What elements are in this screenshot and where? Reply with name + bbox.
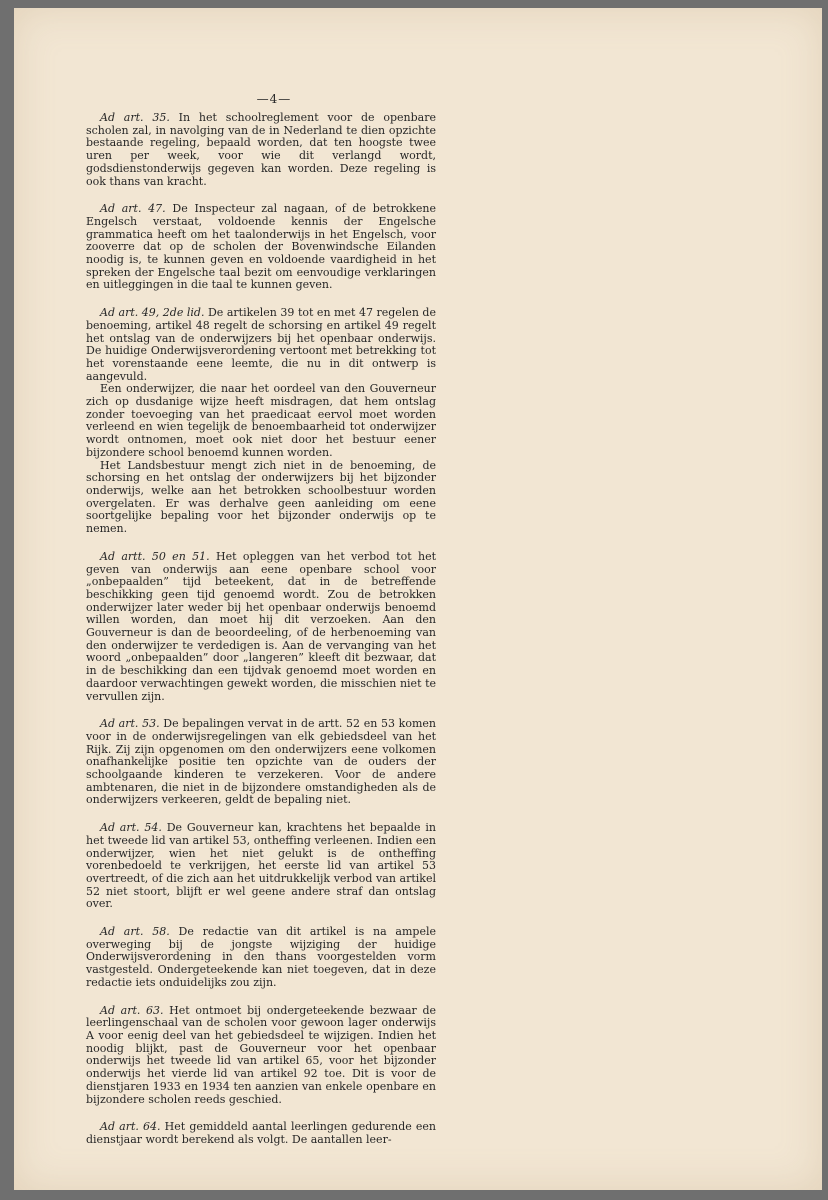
paragraph-text: De redactie van dit artikel is na ampele overweging bij de jongste wijziging der huidige Onderwijsverordening in den thans voorgestelden vorm vastgesteld. Ondergeteekende kan niet toegeven, dat in deze redactie iets onduidelijks zou zijn. (86, 925, 436, 989)
paragraph-art-63 (86, 1005, 436, 1107)
paragraph-art-49-continued-2 (86, 460, 436, 536)
paragraph-text: De artikelen 39 tot en met 47 regelen de benoeming, artikel 48 regelt de schorsing en artikel 49 regelt het ontslag van de onderwijzers bij het openbaar onderwijs. De huidige Onderwijsverordening vertoont met betrekking tot het vorenstaande eene leemte, die nu in dit ontwerp is aangevuld. (86, 306, 436, 383)
article-reference: Ad artt. 50 en 51. (100, 549, 210, 563)
page-number: —4— (256, 92, 292, 106)
article-reference: Ad art. 63. (100, 1003, 164, 1017)
paragraph-art-47 (86, 203, 436, 292)
paragraph-art-64 (86, 1121, 436, 1146)
article-reference: Ad art. 35. (100, 111, 170, 124)
paragraph-text: Het ontmoet bij ondergeteekende bezwaar de leerlingenschaal van de scholen voor gewoon lager onderwijs A voor eenig deel van het gebiedsdeel te wijzigen. Indien het noodig blijkt, past de Gouverneur voor het openbaar onderwijs het tweede lid van artikel 65, voor het bijzonder onderwijs het vierde lid van artikel 92 toe. Dit is voor de dienstjaren 1933 en 1934 ten aanzien van enkele openbare en bijzondere scholen reeds geschied. (86, 1003, 436, 1106)
paragraph-art-35 (86, 112, 436, 188)
paragraph-text: In het schoolreglement voor de openbare scholen zal, in navolging van de in Nederland te dien opzichte bestaande regeling, bepaald worden, dat ten hoogste twee uren per week, voor wie dit verlangd wordt, godsdienstonderwijs gegeven kan worden. Deze regeling is ook thans van kracht. (86, 111, 436, 188)
paragraph-art-49-continued-1 (86, 383, 436, 459)
document-page (14, 8, 822, 1190)
paragraph-text: Een onderwijzer, die naar het oordeel van den Gouverneur zich op dusdanige wijze heeft misdragen, dat hem ontslag zonder toevoeging van het praedicaat eervol moet worden verleend en wien tegelijk de benoembaarheid tot onderwijzer wordt ontnomen, moet ook niet door het bestuur eener bijzondere school benoemd kunnen worden. (86, 382, 436, 459)
paragraph-art-54 (86, 822, 436, 911)
paragraph-text: De Gouverneur kan, krachtens het bepaalde in het tweede lid van artikel 53, ontheffing verleenen. Indien een onderwijzer, wien het niet gelukt is de ontheffing vorenbedoeld te verkrijgen, het eerste lid van artikel 53 overtreedt, of die zich aan het uitdrukkelijk verbod van artikel 52 niet stoort, blijft er wel geene andere straf dan ontslag over. (86, 821, 436, 911)
paragraph-art-58 (86, 926, 436, 990)
paragraph-art-50-51 (86, 551, 436, 703)
article-reference: Ad art. 58. (100, 925, 170, 939)
article-reference: Ad art. 53. (100, 717, 160, 731)
paragraph-text: Het gemiddeld aantal leerlingen gedurende een dienstjaar wordt berekend als volgt. De aantallen leer- (86, 1120, 436, 1146)
article-reference: Ad art. 49, 2de lid. (100, 306, 205, 320)
paragraph-text: Het Landsbestuur mengt zich niet in de benoeming, de schorsing en het ontslag der onderwijzers bij het bijzonder onderwijs, welke aan het betrokken schoolbestuur worden overgelaten. Er was derhalve geen aanleiding om eene soortgelijke bepaling voor het bijzonder onderwijs op te nemen. (86, 458, 436, 536)
article-reference: Ad art. 64. (100, 1120, 161, 1134)
paragraph-art-49 (86, 307, 436, 383)
paragraph-art-53 (86, 718, 436, 807)
text-column (86, 112, 436, 1147)
paragraph-text: Het opleggen van het verbod tot het geven van onderwijs aan eene openbare school voor „onbepaalden” tijd beteekent, dat in de betreffende beschikking geen tijd genoemd wordt. Zou de betrokken onderwijzer later weder bij het openbaar onderwijs benoemd willen worden, dan moet hij dit verzoeken. Aan den Gouverneur is dan de beoordeeling, of de herbenoeming van den onderwijzer te verdedigen is. Aan de vervanging van het woord „onbepaalden” door „langeren” kleeft dit bezwaar, dat in de beschikking dan een tijdvak genoemd moet worden en daardoor verwachtingen gewekt worden, die misschien niet te vervullen zijn. (86, 549, 436, 703)
article-reference: Ad art. 47. (100, 202, 166, 216)
paragraph-text: De bepalingen vervat in de artt. 52 en 53 komen voor in de onderwijsregelingen van elk gebiedsdeel van het Rijk. Zij zijn opgenomen om den onderwijzers eene volkomen onafhankelijke positie ten opzichte van de ouders der schoolgaande kinderen te verzekeren. Voor de andere ambtenaren, die niet in de bijzondere omstandigheden als de onderwijzers verkeeren, geldt de bepaling niet. (86, 717, 436, 807)
paragraph-text: De Inspecteur zal nagaan, of de betrokkene Engelsch verstaat, voldoende kennis der Engelsche grammatica heeft om het taalonderwijs in het Engelsch, voor zooverre dat op de scholen der Bovenwindsche Eilanden noodig is, te kunnen geven en voldoende vaardigheid in het spreken der Engelsche taal bezit om eenvoudige verklaringen en uitleggingen in die taal te kunnen geven. (86, 202, 436, 292)
article-reference: Ad art. 54. (100, 821, 162, 835)
